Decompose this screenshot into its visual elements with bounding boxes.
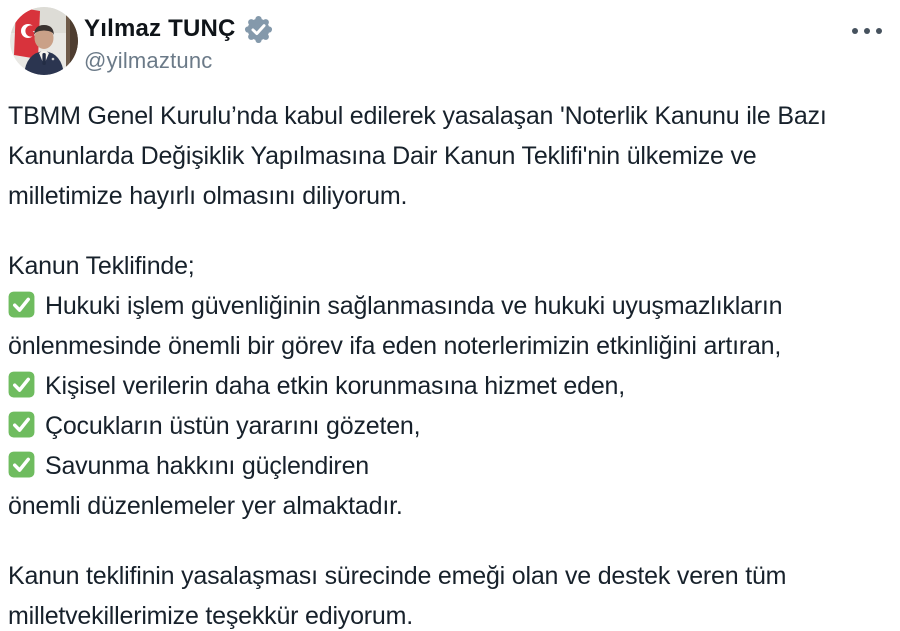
tweet-text: Hukuki işlem güvenliğinin sağlanmasında ve hukuki uyuşmazlıkların [45, 292, 783, 320]
tweet-text-line: önemli düzenlemeler yer almaktadır. [8, 492, 403, 520]
display-name[interactable]: Yılmaz TUNÇ [84, 15, 236, 42]
account-identity [84, 13, 273, 74]
tweet-text-line [8, 366, 894, 406]
check-mark-emoji [8, 291, 35, 318]
account-handle[interactable]: @yilmaztunc [84, 48, 213, 73]
tweet-text-line: TBMM Genel Kurulu’nda kabul edilerek yasalaşan 'Noterlik Kanunu ile Bazı [8, 102, 827, 130]
avatar[interactable] [10, 7, 78, 75]
check-mark-emoji [8, 411, 35, 438]
paragraph-gap [8, 526, 894, 556]
tweet-text-line [8, 406, 894, 446]
dot-icon [876, 28, 882, 34]
dot-icon [852, 28, 858, 34]
more-options-button[interactable] [848, 24, 886, 38]
paragraph-gap [8, 216, 894, 246]
tweet-text-line [8, 286, 894, 326]
check-mark-emoji [8, 371, 35, 398]
tweet-text-line: Kanun Teklifinde; [8, 252, 195, 280]
verified-government-badge-icon[interactable] [244, 15, 273, 44]
tweet-text-line [8, 446, 894, 486]
tweet-text-line: Kanunlarda Değişiklik Yapılmasına Dair Kanun Teklifi'nin ülkemize ve [8, 142, 757, 170]
tweet-text: Kişisel verilerin daha etkin korunmasına hizmet eden, [45, 372, 625, 400]
dot-icon [864, 28, 870, 34]
tweet-text-line: önlenmesinde önemli bir görev ifa eden noterlerimizin etkinliğini artıran, [8, 332, 782, 360]
tweet-text-line: milletimize hayırlı olmasını diliyorum. [8, 182, 408, 210]
tweet-text-line: Kanun teklifinin yasalaşması sürecinde emeği olan ve destek veren tüm [8, 562, 787, 590]
check-mark-emoji [8, 451, 35, 478]
tweet-text: Savunma hakkını güçlendiren [45, 452, 369, 480]
tweet-header [0, 0, 900, 90]
tweet-text: Çocukların üstün yararını gözeten, [45, 412, 421, 440]
tweet-body [8, 96, 894, 631]
avatar-photo [10, 7, 78, 75]
tweet-text-line: milletvekillerimize teşekkür ediyorum. [8, 602, 414, 630]
